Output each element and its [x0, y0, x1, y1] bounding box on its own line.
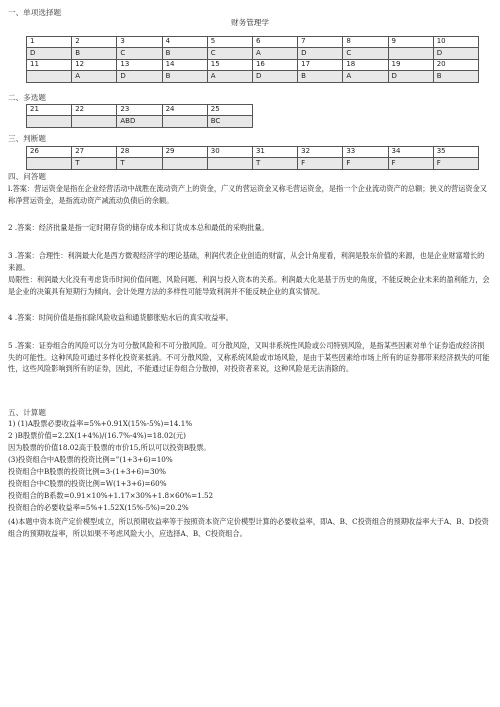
table-cell: T [72, 158, 117, 169]
table-cell: 3 [117, 37, 162, 48]
table-cell: 10 [433, 37, 478, 48]
section1-title: 一、单项选择题 [8, 8, 62, 17]
calculation-line: (3)投资组合中A股票的投资比例=”(1+3+6)=10% [8, 455, 173, 464]
table-cell [162, 116, 207, 127]
table-cell: BC [207, 116, 252, 127]
table-cell: 27 [72, 147, 117, 158]
table-row [27, 48, 479, 59]
table-cell: 26 [27, 147, 72, 158]
answer-4: 4 .答案：时间价值是指扣除风险收益和通货膨胀贴水后的真实收益率。 [8, 313, 233, 322]
table-cell: 32 [298, 147, 343, 158]
table-cell: 17 [298, 59, 343, 70]
table-cell: D [27, 48, 72, 59]
table-cell: F [343, 158, 388, 169]
table-row [27, 158, 479, 169]
section4-title: 四、问答题 [8, 172, 46, 181]
table-cell: C [343, 48, 388, 59]
table-cell: 18 [343, 59, 388, 70]
table-row [27, 71, 479, 82]
table-cell: D [117, 71, 162, 82]
table-cell: B [72, 48, 117, 59]
table-row [27, 37, 479, 48]
calculation-line: 2 )B股票价值=2.2X(1+4%)/(16.7%-4%)=18.02(元) [8, 431, 186, 440]
table-cell: T [252, 158, 297, 169]
section2-title: 二、多选题 [8, 93, 46, 102]
table-cell: 34 [388, 147, 433, 158]
table-cell: A [343, 71, 388, 82]
table-cell: B [298, 71, 343, 82]
table-cell: A [72, 71, 117, 82]
table-cell: 23 [117, 105, 162, 116]
table-cell: 28 [117, 147, 162, 158]
table-row [27, 116, 253, 127]
answer-2: 2 .答案：经济批量是指一定时期存货的储存成本和订货成本总和最低的采购批量。 [8, 223, 269, 232]
table-row [27, 59, 479, 70]
table-cell: 4 [162, 37, 207, 48]
table-cell: 19 [388, 59, 433, 70]
calculation-conclusion: (4)本题中资本资产定价模型成立，所以预期收益率等于按照资本资产定价模型计算的必要收益率，即A、B、C投资组合的预期收益率大于A、B、D投资组合的预期收益率，所以如果不考虑风险大小，应选择A、B、C投资组合。 [8, 517, 489, 538]
table-cell: 14 [162, 59, 207, 70]
table-cell: 11 [27, 59, 72, 70]
table-cell: 2 [72, 37, 117, 48]
table-cell: 30 [207, 147, 252, 158]
table-cell: F [433, 158, 478, 169]
table-cell: 29 [162, 147, 207, 158]
table-row [27, 147, 479, 158]
table-cell [72, 116, 117, 127]
table-cell: D [433, 48, 478, 59]
answer-1: l.答案：营运资金是指在企业经营活动中战胜在流动资产上的资金，广义的营运资金又称毛营运资金，是指一个企业流动资产的总额；狭义的营运资金又称净营运资金，是指流动资产减流动负债后的余额。 [8, 184, 487, 205]
calculation-line: 1) (1)A股票必要收益率=5%+0.91X(15%-5%)=14.1% [8, 419, 193, 428]
calculation-line: 投资组合中C股票的投资比例=W(1+3+6)=60% [8, 479, 167, 488]
table-cell: 35 [433, 147, 478, 158]
table-cell: C [207, 48, 252, 59]
table-cell: C [117, 48, 162, 59]
table-cell: D [298, 48, 343, 59]
table-cell [27, 158, 72, 169]
table-cell [388, 48, 433, 59]
table-cell [27, 116, 72, 127]
table-cell: T [117, 158, 162, 169]
table-cell: 15 [207, 59, 252, 70]
answer-3-limitations: 局限性：利润最大化没有考虑货币时间价值问题、风险问题、利润与投入资本的关系。利润最大化是基于历史的角度，不能反映企业未来的盈利能力，会是企业的决策具有短期行为倾向。会计处理方法的多样性可能导致利润并不能反映企业的真实情况。 [8, 275, 490, 296]
table-cell: 24 [162, 105, 207, 116]
table-cell: 13 [117, 59, 162, 70]
calculation-line: 投资组合的B系数=0.91×10%+1.17×30%+1.8×60%=1.52 [8, 491, 214, 500]
true-false-table [26, 146, 479, 170]
calculation-lines [8, 418, 490, 514]
table-cell: 12 [72, 59, 117, 70]
table-row [27, 105, 253, 116]
table-cell: F [298, 158, 343, 169]
multiple-choice-table [26, 104, 253, 128]
table-cell: 20 [433, 59, 478, 70]
table-cell: D [388, 71, 433, 82]
table-cell: D [252, 71, 297, 82]
table-cell: ABD [117, 116, 162, 127]
table-cell [162, 158, 207, 169]
table-cell [207, 158, 252, 169]
table-cell: 31 [252, 147, 297, 158]
section3-title: 三、判断题 [8, 134, 46, 143]
table-cell: 33 [343, 147, 388, 158]
table-cell: A [252, 48, 297, 59]
table-cell: 1 [27, 37, 72, 48]
table-cell: B [162, 48, 207, 59]
table-cell: A [207, 71, 252, 82]
table-cell: 22 [72, 105, 117, 116]
table-cell: 7 [298, 37, 343, 48]
answer-5: 5 .答案：证券组合的风险可以分为可分散风险和不可分散风险。可分散风险，又叫非系统性风险或公司特别风险，是指某些因素对单个证券造成经济损失的可能性。这种风险可通过多样化投资来抵消。不可分散风险，又称系统风险或市场风险，是由于某些因素给市场上所有的证券都带来经济损失的可能性，这些风险影响到所有的证券，因此，不能通过证券组合分散掉，对投资者来说，这种风险是无法消除的。 [8, 341, 490, 374]
section5-title: 五、计算题 [8, 408, 46, 417]
table-cell: 8 [343, 37, 388, 48]
single-choice-table [26, 36, 479, 83]
table-cell: 25 [207, 105, 252, 116]
table-cell: F [388, 158, 433, 169]
table-cell: 6 [252, 37, 297, 48]
calculation-line: 投资组合中B股票的投资比例=3-(1+3+6)=30% [8, 467, 166, 476]
table-title: 财务管理学 [231, 18, 269, 27]
calculation-line: 因为股票的价值18.02高于股票的市价15,所以可以投资B股票。 [8, 443, 211, 452]
table-cell: B [162, 71, 207, 82]
table-cell: 21 [27, 105, 72, 116]
calculation-line: 投资组合的必要收益率=5%+1.52X(15%-5%)=20.2% [8, 503, 189, 512]
answer-3: 3 .答案：合理性：利润最大化是西方微观经济学的理论基础，利润代表企业创造的财富，从会计角度看，利润是股东价值的来源，也是企业财富增长的来源。 [8, 251, 485, 272]
table-cell: 16 [252, 59, 297, 70]
table-cell [27, 71, 72, 82]
table-cell: 5 [207, 37, 252, 48]
table-cell: 9 [388, 37, 433, 48]
table-cell: B [433, 71, 478, 82]
